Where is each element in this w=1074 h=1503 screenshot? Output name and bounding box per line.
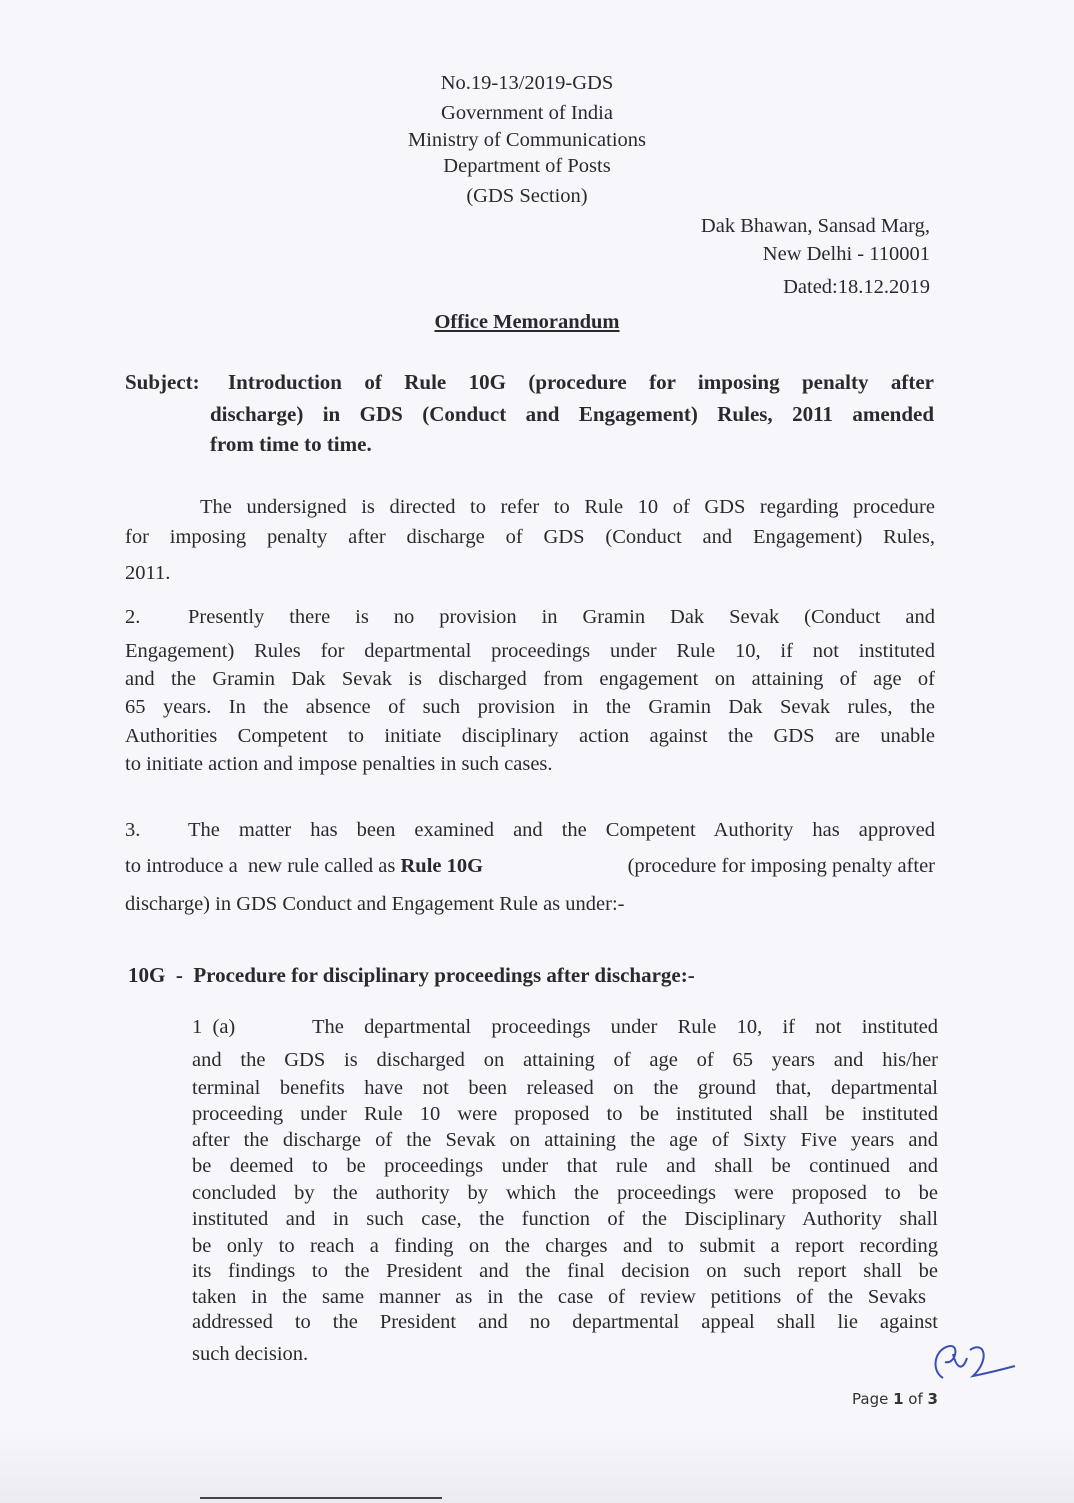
page-indicator bbox=[852, 1390, 938, 1408]
org-line: Department of Posts bbox=[443, 155, 611, 177]
paragraph-1-line: for imposing penalty after discharge of GDS (Conduct and Engagement) Rules, bbox=[125, 526, 935, 548]
clause-line: be only to reach a finding on the charges and to submit a report recording bbox=[192, 1235, 938, 1257]
paragraph-2-line: and the Gramin Dak Sevak is discharged from engagement on attaining of age of bbox=[125, 668, 935, 690]
paragraph-3-line bbox=[125, 854, 935, 878]
text: to introduce a new rule called as bbox=[125, 855, 401, 877]
clause-line: proceeding under Rule 10 were proposed to be instituted shall be instituted bbox=[192, 1103, 938, 1125]
footer-rule bbox=[200, 1497, 442, 1499]
paragraph-1-line: 2011. bbox=[125, 562, 171, 584]
clause-line: such decision. bbox=[192, 1343, 309, 1365]
paragraph-2-line: Authorities Competent to initiate disciplinary action against the GDS are unable bbox=[125, 725, 935, 747]
org-line: Government of India bbox=[441, 102, 613, 124]
clause-line: taken in the same manner as in the case of review petitions of the Sevaks bbox=[192, 1286, 926, 1308]
paragraph-3-number: 3. bbox=[125, 819, 141, 841]
address-line: New Delhi - 110001 bbox=[762, 243, 930, 265]
page-total: 3 bbox=[927, 1390, 938, 1408]
paragraph-2-line: Engagement) Rules for departmental proceedings under Rule 10, if not instituted bbox=[125, 640, 935, 662]
paragraph-2-line: Presently there is no provision in Gramin Dak Sevak (Conduct and bbox=[188, 606, 935, 628]
paragraph-2-line: 65 years. In the absence of such provision in the Gramin Dak Sevak rules, the bbox=[125, 696, 935, 718]
clause-line: and the GDS is discharged on attaining of age of 65 years and his/her bbox=[192, 1049, 938, 1071]
clause-line: concluded by the authority by which the proceedings were proposed to be bbox=[192, 1182, 938, 1204]
clause-line: its findings to the President and the final decision on such report shall be bbox=[192, 1260, 938, 1282]
clause-line: instituted and in such case, the function of the Disciplinary Authority shall bbox=[192, 1208, 938, 1230]
page-of: of bbox=[903, 1390, 928, 1408]
clause-line: terminal benefits have not been released on the ground that, departmental bbox=[192, 1077, 938, 1099]
clause-line: The departmental proceedings under Rule 10, if not instituted bbox=[312, 1016, 938, 1038]
clause-line: be deemed to be proceedings under that rule and shall be continued and bbox=[192, 1155, 938, 1177]
date-line: Dated:18.12.2019 bbox=[783, 276, 930, 298]
address-line: Dak Bhawan, Sansad Marg, bbox=[700, 215, 930, 237]
clause-number: 1 (a) bbox=[192, 1016, 236, 1038]
subject-line: Introduction of Rule 10G (procedure for imposing penalty after bbox=[228, 370, 934, 394]
subject-line: discharge) in GDS (Conduct and Engagement) Rules, 2011 amended bbox=[210, 402, 934, 426]
paragraph-2-number: 2. bbox=[125, 606, 141, 628]
clause-line: after the discharge of the Sevak on attaining the age of Sixty Five years and bbox=[192, 1129, 938, 1151]
signature-initials bbox=[925, 1340, 1020, 1390]
text: (procedure for imposing penalty after bbox=[622, 855, 935, 877]
page-current: 1 bbox=[893, 1390, 904, 1408]
paragraph-2-line: to initiate action and impose penalties in such cases. bbox=[125, 753, 553, 775]
reference-number: No.19-13/2019-GDS bbox=[440, 72, 614, 94]
subject-label: Subject: bbox=[125, 370, 200, 394]
rule-name: Rule 10G bbox=[400, 855, 484, 877]
paragraph-3-line: The matter has been examined and the Competent Authority has approved bbox=[188, 819, 935, 841]
clause-line: addressed to the President and no departmental appeal shall lie against bbox=[192, 1311, 938, 1333]
org-line: Ministry of Communications bbox=[407, 129, 647, 151]
paragraph-1-line: The undersigned is directed to refer to Rule 10 of GDS regarding procedure bbox=[200, 496, 935, 518]
subject-line: from time to time. bbox=[210, 432, 372, 456]
rule-heading: 10G - Procedure for disciplinary proceedings after discharge:- bbox=[128, 963, 695, 987]
org-line: (GDS Section) bbox=[466, 185, 588, 207]
document-title: Office Memorandum bbox=[434, 311, 620, 333]
scan-shadow bbox=[0, 1430, 1074, 1503]
paragraph-3-line: discharge) in GDS Conduct and Engagement Rule as under:- bbox=[125, 893, 625, 915]
page-prefix: Page bbox=[852, 1390, 894, 1408]
